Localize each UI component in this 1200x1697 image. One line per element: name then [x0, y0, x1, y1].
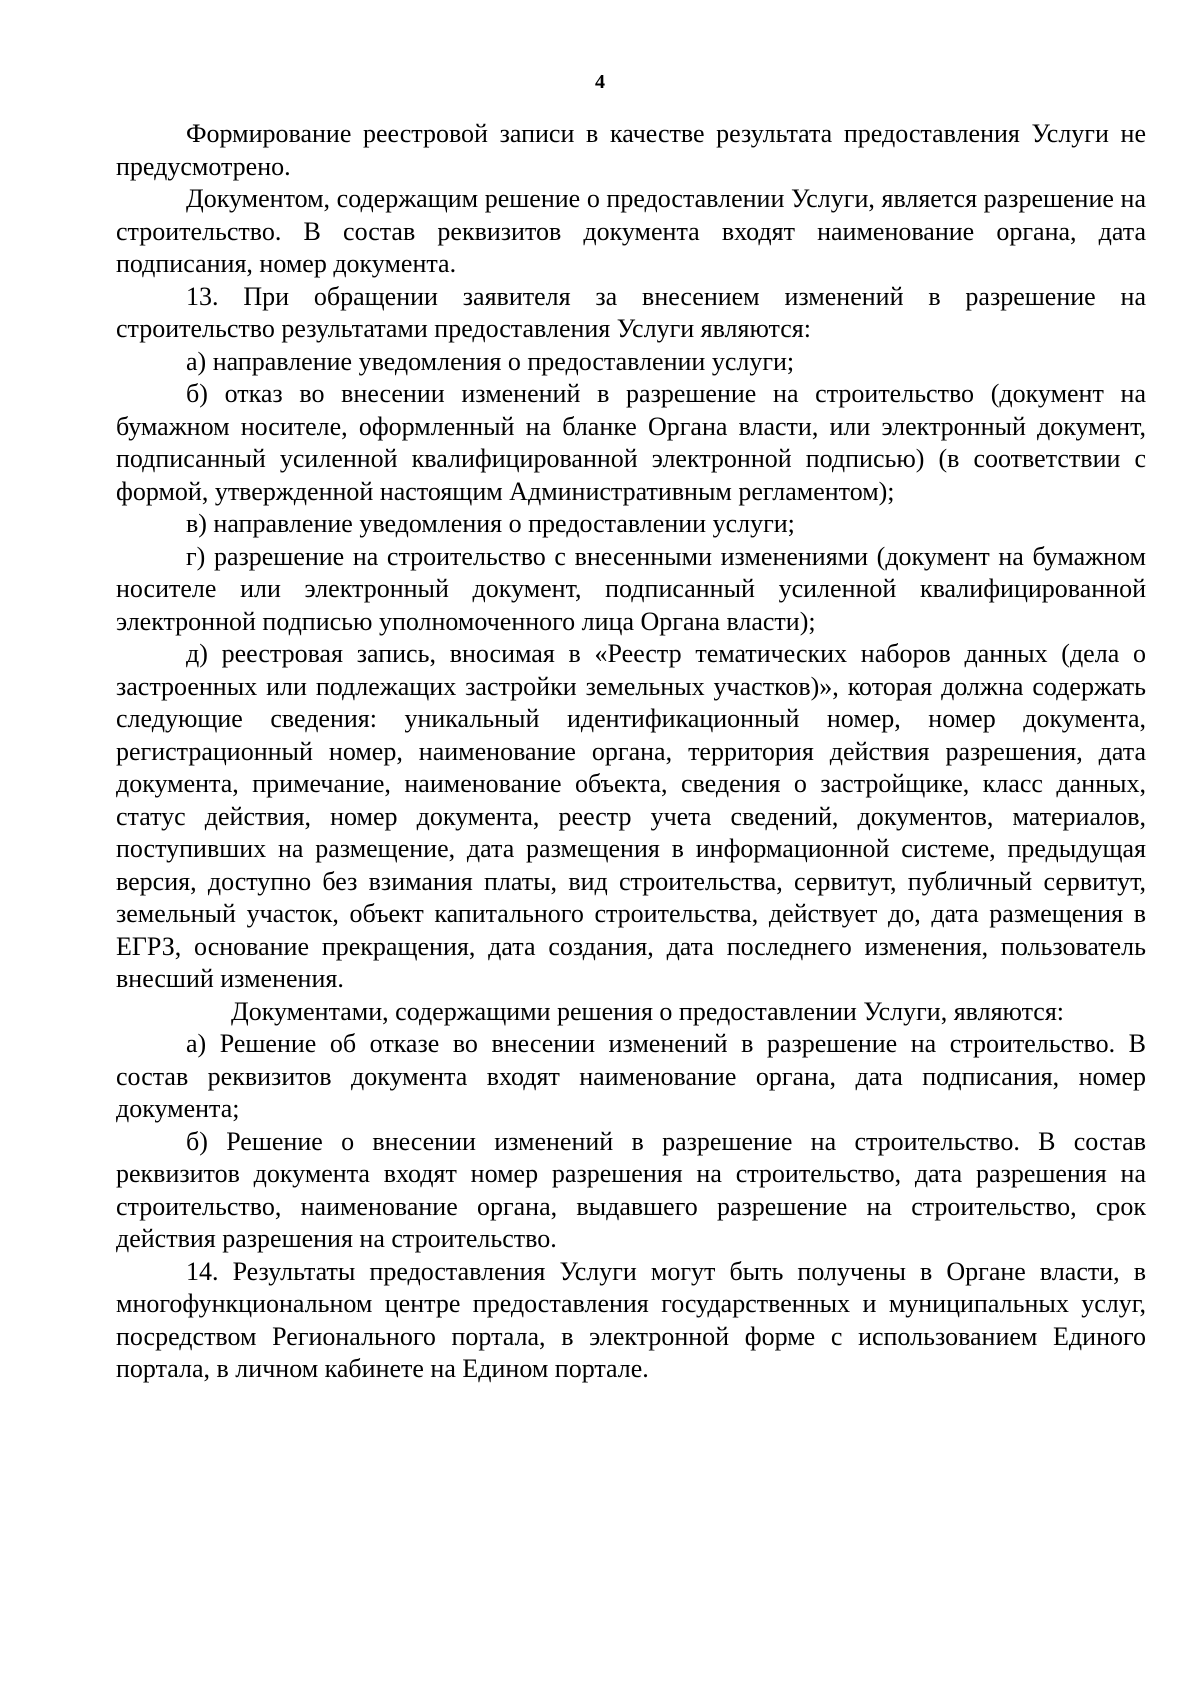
page-number: 4	[595, 71, 605, 93]
list-item-b: б) отказ во внесении изменений в разрешение на строительство (документ на бумажном носителе, оформленный на бланке Органа власти, или электронный документ, подписанный усиленной квалифицированной электронной подписью) (в соответствии с формой, утвержденной настоящим Административным регламентом);	[116, 379, 1146, 506]
paragraph-registry-record: Формирование реестровой записи в качестве результата предоставления Услуги не предусмотрено.	[116, 119, 1146, 181]
decision-item-b: б) Решение о внесении изменений в разрешение на строительство. В состав реквизитов документа входят номер разрешения на строительство, дата разрешения на строительство, наименование органа, выдавшего разрешение на строительство, срок действия разрешения на строительство.	[116, 1126, 1146, 1253]
list-item-d: д) реестровая запись, вносимая в «Реестр тематических наборов данных (дела о застроенных или подлежащих застройки земельных участков)», которая должна содержать следующие сведения: уникальный идентификационный номер, номер документа, регистрационный номер, наименование органа, территория действия разрешения, дата документа, примечание, наименование объекта, сведения о застройщике, класс данных, статус действия, номер документа, реестр учета сведений, документов, материалов, поступивших на размещение, дата размещения в информационной системе, предыдущая версия, доступно без взимания платы, вид строительства, сервитут, публичный сервитут, земельный участок, объект капитального строительства, действует до, дата размещения в ЕГРЗ, основание прекращения, дата создания, дата последнего изменения, пользователь внесший изменения.	[116, 639, 1146, 993]
list-item-a: а) направление уведомления о предоставлении услуги;	[186, 346, 795, 376]
list-item-v: в) направление уведомления о предоставлении услуги;	[186, 509, 795, 538]
document-body	[116, 118, 1146, 1386]
paragraph-decision-document: Документом, содержащим решение о предоставлении Услуги, является разрешение на строительство. В состав реквизитов документа входят наименование органа, дата подписания, номер документа.	[116, 184, 1146, 278]
paragraph-section-13: 13. При обращении заявителя за внесением изменений в разрешение на строительство результатами предоставления Услуги являются:	[116, 281, 1146, 343]
paragraph-section-14: 14. Результаты предоставления Услуги могут быть получены в Органе власти, в многофункциональном центре предоставления государственных и муниципальных услуг, посредством Регионального портала, в электронной форме с использованием Единого портала, в личном кабинете на Едином портале.	[116, 1256, 1146, 1383]
paragraph-decision-documents: Документами, содержащими решения о предоставлении Услуги, являются:	[231, 996, 1065, 1026]
decision-item-a: а) Решение об отказе во внесении изменений в разрешение на строительство. В состав реквизитов документа входят наименование органа, дата подписания, номер документа;	[116, 1029, 1146, 1123]
list-item-g: г) разрешение на строительство с внесенными изменениями (документ на бумажном носителе или электронный документ, подписанный усиленной квалифицированной электронной подписью уполномоченного лица Органа власти);	[116, 541, 1146, 636]
